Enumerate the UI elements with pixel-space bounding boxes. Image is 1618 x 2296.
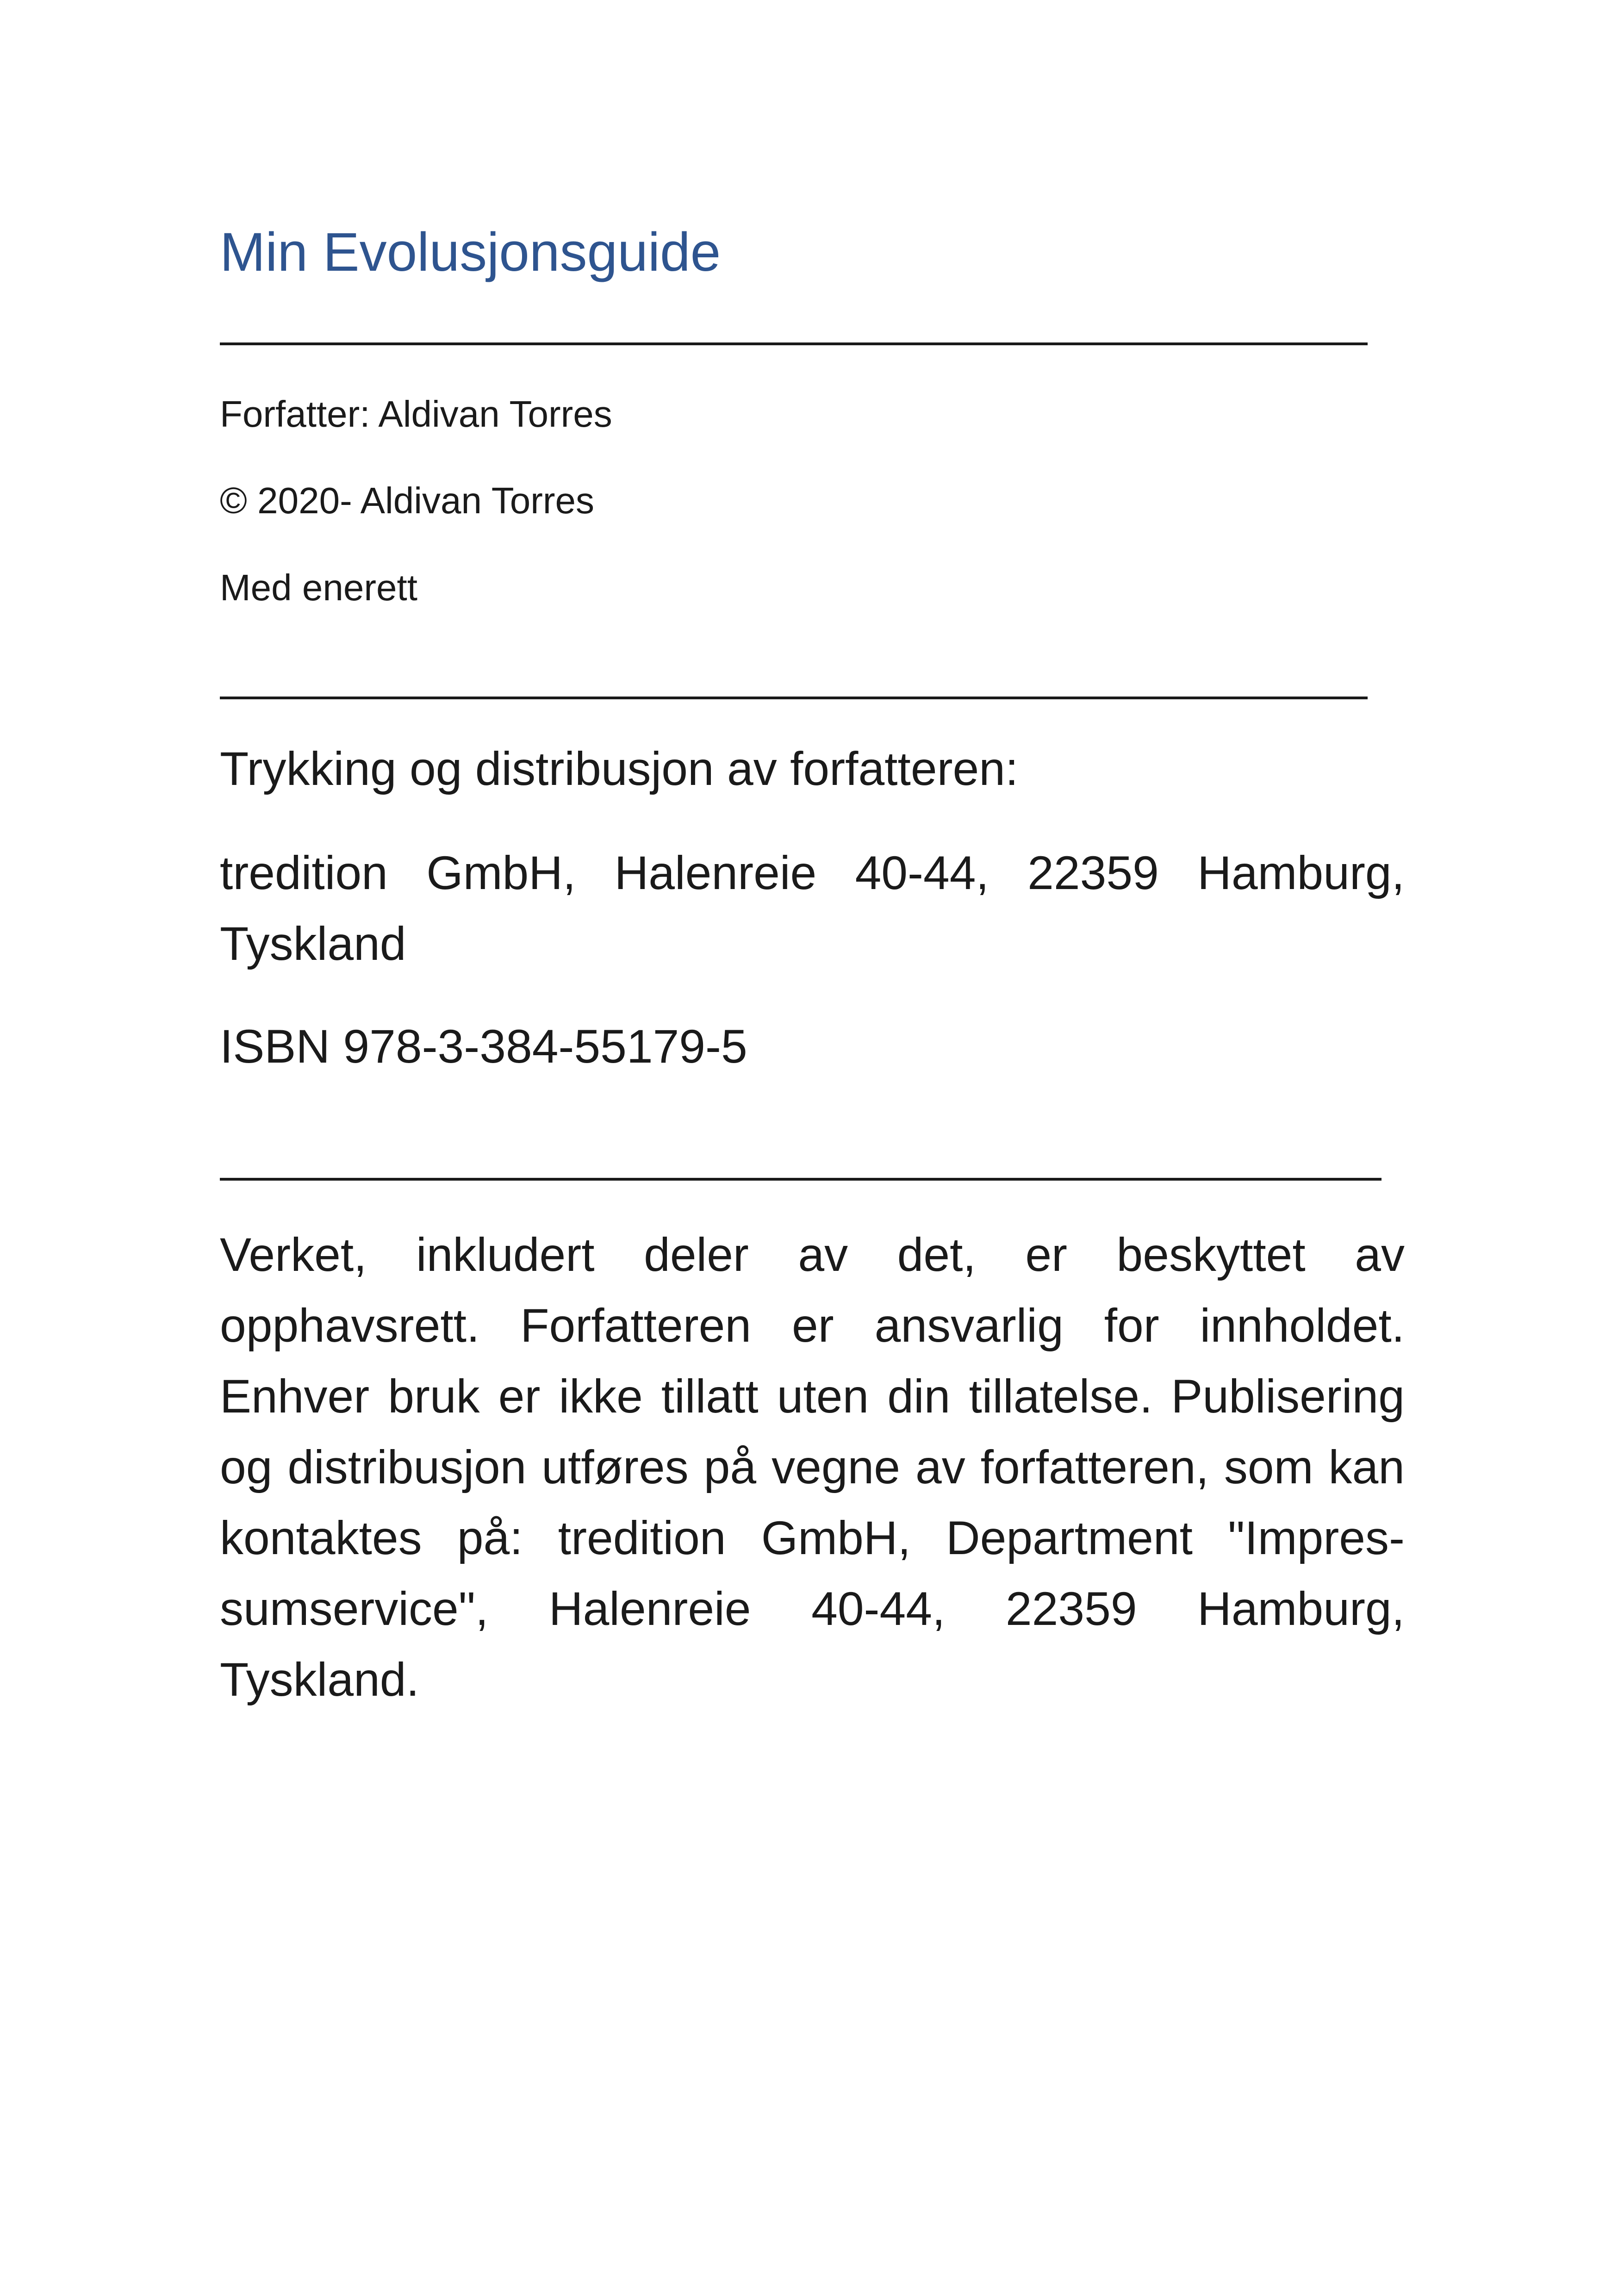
rights-line: Med enerett <box>220 567 417 608</box>
separator-line <box>220 342 1368 345</box>
copyright-line: © 2020- Aldivan Torres <box>220 480 595 521</box>
printing-heading: Trykking og distribusjon av forfatteren: <box>220 742 1019 795</box>
separator-line <box>220 697 1368 699</box>
printing-address: tredition GmbH, Halenreie 40-44, 22359 Hamburg, Tyskland <box>220 846 1405 970</box>
isbn-line: ISBN 978-3-384-55179-5 <box>220 1020 747 1073</box>
separator-line <box>220 1178 1382 1181</box>
author-line: Forfatter: Aldivan Torres <box>220 393 612 435</box>
legal-notice: Verket, inkludert deler av det, er beskyttet av opphavsrett. Forfatteren er ansvarlig for innholdet. Enhver bruk er ikke tillatt uten din tillatelse. Publisering og distribusjon utføres på vegne av forfatteren, som kan kontaktes på: tredition GmbH, Department "Impres-sumservice", Halenreie 40-44, 22359 Hamburg, Tyskland. <box>220 1228 1405 1706</box>
book-title: Min Evolusjonsguide <box>220 222 721 283</box>
